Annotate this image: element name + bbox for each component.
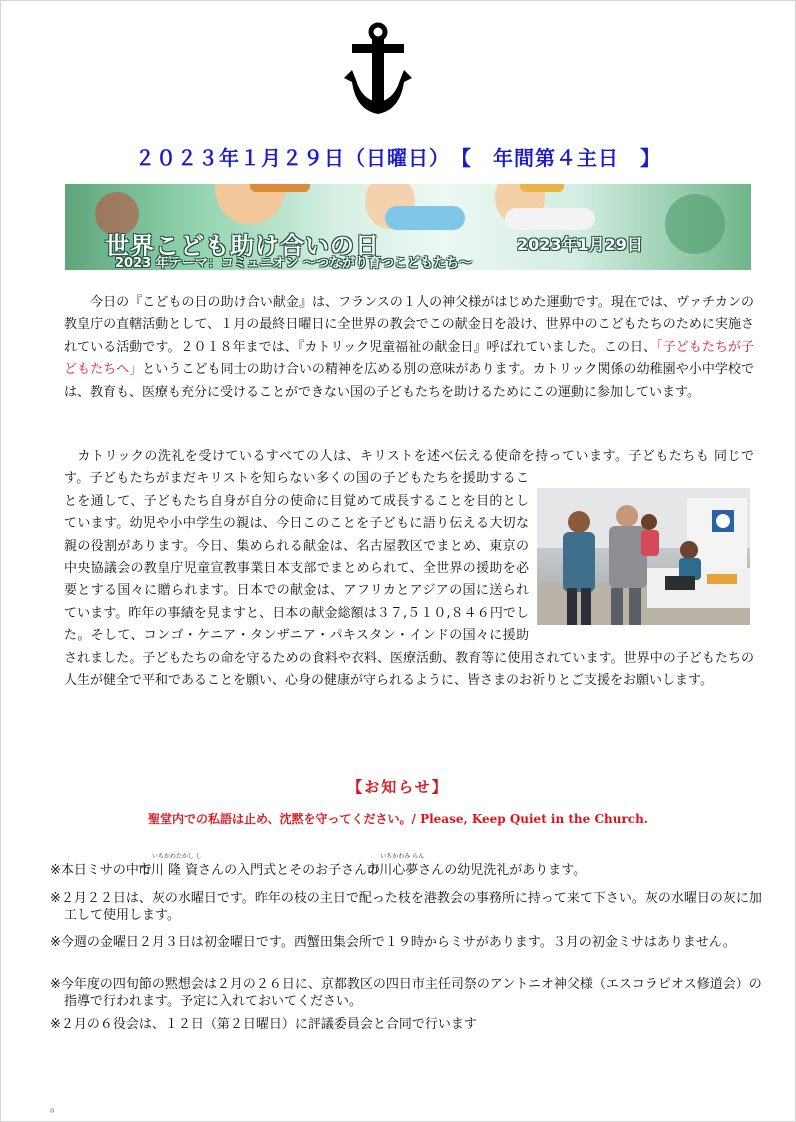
anchor-icon — [338, 20, 418, 120]
notice-item-1-text: さんの幼児洗礼があります。 — [418, 863, 587, 878]
person-name: 市川 隆 資 — [137, 863, 199, 878]
event-banner — [65, 184, 751, 270]
banner-title: 世界こども助け合いの日 — [105, 232, 380, 260]
page-title: ２０２３年１月２９日（日曜日） 【 年間第４主日 】 — [135, 146, 661, 170]
banner-theme: 2023 年テーマ：コミュニオン ～つながり育つこどもたち～ — [115, 256, 472, 270]
p1-before: 今日の『こどもの日の助け合い献金』は、フランスの１人の神父様がはじめた運動です。現在では、ヴァチカンの教皇庁の直轄活動として、１月の最終日曜日に全世界の教会でこの献金日を設け、世界中のこどもたちのために実施されている活動です。２０１８年までは、『カトリック児童福祉の献金日』呼ばれていました。この日、 — [64, 295, 754, 355]
notice-item-2: ※２月２２日は、灰の水曜日です。昨年の枝の主日で配った枝を港教会の事務所に持って来て下さい。灰の水曜日の灰に加工して使用します。 — [50, 891, 762, 923]
ruby-reading: いちかわみ らん — [380, 853, 425, 860]
child-hair — [250, 184, 310, 192]
p2-intro: カトリックの洗礼を受けているすべての人は、キリストを述べ伝える使命を持っています。子どもたちも — [77, 449, 710, 464]
article-paragraph-1 — [64, 292, 754, 404]
notice-heading: 【お知らせ】 — [347, 778, 449, 796]
ruby-reading: いちかわたかし し — [151, 853, 202, 860]
banner-date: 2023年1月29日 — [517, 235, 643, 254]
p1-highlight: 「子どもたちが子どもたちへ」 — [64, 339, 754, 378]
p1-after: というこども同士の助け合いの精神を広める別の意味があります。カトリック関係の幼稚園や小中学校では、教育も、医療も充分に受けることができない国の子どもたちを助けるためにこの運動に参加しています。 — [64, 362, 754, 400]
name-with-ruby — [137, 853, 202, 879]
notice-subheading: 聖堂内での私語は止め、沈黙を守ってください。/ Please, Keep Quiet in the Church. — [148, 812, 648, 826]
aid-photo — [537, 488, 750, 625]
name-with-ruby — [366, 853, 425, 879]
footer-mark: 。 — [50, 1100, 63, 1114]
notice-item-3: ※今週の金曜日２月３日は初金曜日です。西蟹田集会所で１９時からミサがあります。３月の初金ミサはありません。 — [50, 935, 736, 950]
child-clothes — [505, 208, 595, 230]
child-hair — [520, 184, 564, 192]
person-name: 市川心夢 — [366, 863, 419, 878]
notice-item-4: ※今年度の四旬節の黙想会は２月の２６日に、京都教区の四日市主任司祭のアントニオ神父様（エスコラピオス修道会）の指導で行われます。予定に入れておいてください。 — [50, 977, 762, 1009]
p2-body: 同じです。子どもたちがまだキリストを知らない多くの国の子どもたちを援助することを通して、子どもたち自身が自分の使命に目覚めて成長することを目的としています。幼児や小中学生の親は、今日このことを子どもに語り伝える大切な親の役割があります。今日、集められる献金は、名古屋教区でまとめ、東京の中央協議会の教皇庁児童宣教事業日本支部でまとめられて、全世界の援助を必要とする国々に贈られます。日本での献金は、アフリカとアジアの国に送られています。昨年の事績を見ますと、日本の献金総額は３７,５１０,８４６円でした。そして、コンゴ・ケニア・タンザニア・パキスタン・インドの国々に援助されました。子どもたちの命を守るための食料や衣料、医療活動、教育等に使用されています。世界中の子どもたちの人生が健全で平和であることを願い、心身の健康が守られるように、皆さまのお祈りとご支援をお願いします。 — [64, 449, 754, 689]
leaf-illustration — [665, 194, 725, 254]
notice-item-1-text: ※本日ミサの中で — [50, 863, 152, 878]
child-clothes — [385, 206, 465, 230]
article-paragraph-2 — [64, 446, 754, 692]
notice-item-1 — [50, 853, 770, 879]
notice-item-5: ※２月の６役会は、１２日（第２日曜日）に評議委員会と合同で行います — [50, 1017, 477, 1032]
notice-item-1-text: さんの入門式とそのお子さんの — [198, 863, 381, 878]
